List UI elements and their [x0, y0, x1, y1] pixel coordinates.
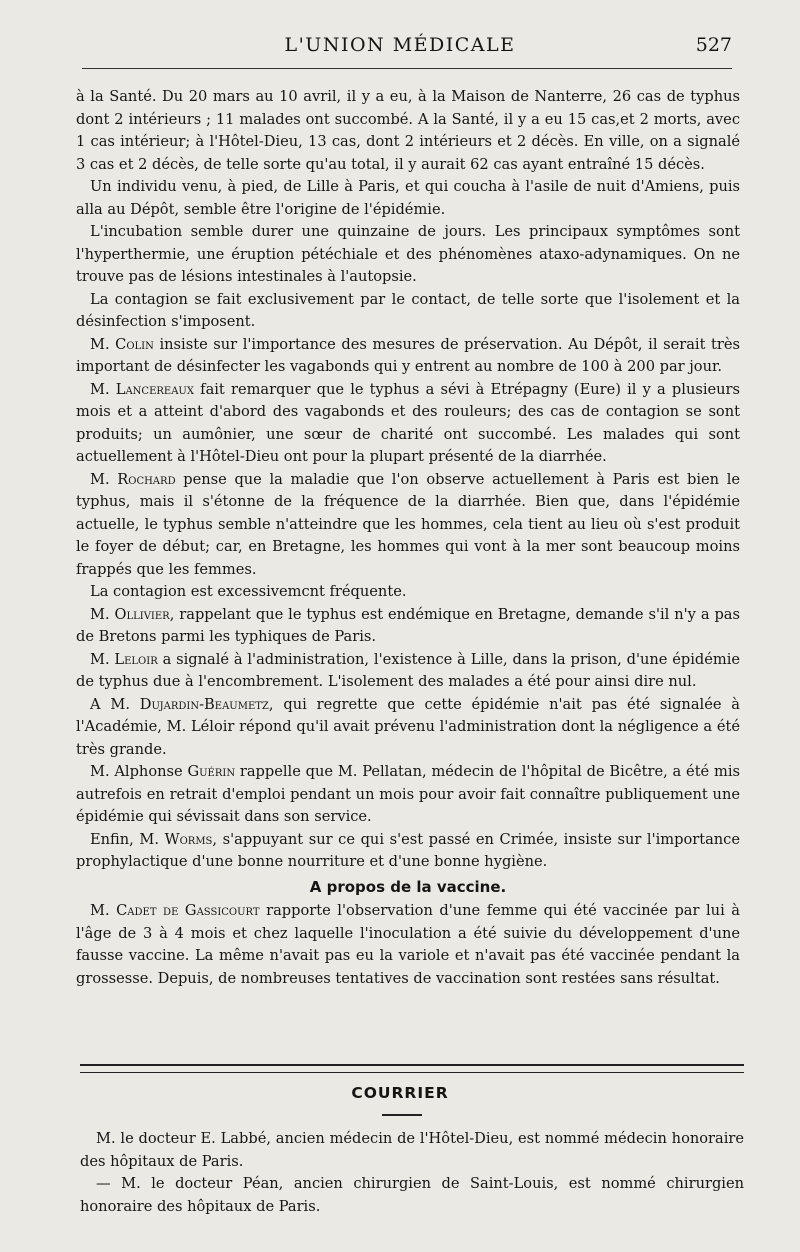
- header-rule: [82, 68, 732, 69]
- paragraph: [76, 379, 740, 469]
- paragraph-text: , rappelant que le typhus est endémique en Bretagne, demande s'il n'y a pas de Bretons parmi les typhiques de Paris.: [76, 605, 740, 645]
- paragraph-text: L'incubation semble durer une quinzaine de jours. Les principaux symptômes sont l'hyperthermie, une éruption pétéchiale et des phénomènes ataxo-adynamiques. On ne trouve pas de lésions intestinales à l'autopsie.: [76, 223, 740, 285]
- journal-title: L'UNION MÉDICALE: [284, 34, 516, 56]
- section-heading-vaccine: A propos de la vaccine.: [309, 877, 507, 896]
- speaker-name: Worms: [164, 830, 213, 848]
- paragraph-prefix: A: [90, 695, 111, 713]
- paragraph-text: insiste sur l'importance des mesures de préservation. Au Dépôt, il serait très important de désinfecter les vagabonds qui y entrent au nombre de 100 à 200 par jour.: [76, 335, 740, 375]
- paragraph: [76, 469, 740, 582]
- paragraph: [76, 761, 740, 829]
- speaker-name: M. Colin: [90, 335, 154, 353]
- speaker-name: M. Ollivier: [90, 605, 170, 623]
- speaker-name: M. Dujardin-Beaumetz: [110, 695, 269, 713]
- page-number: 527: [695, 34, 732, 56]
- speaker-name: M. Cadet de Gassicourt: [90, 902, 260, 919]
- paragraph: [76, 829, 740, 874]
- paragraph-text: La contagion est excessivemcnt fréquente.: [90, 583, 407, 600]
- paragraph: [76, 581, 740, 604]
- paragraph: [76, 176, 740, 221]
- courrier-heading: COURRIER: [351, 1084, 449, 1102]
- speaker-name: M. Rochard: [90, 470, 176, 488]
- courrier-rule: [382, 1114, 422, 1116]
- paragraph-text: rappelle que M. Pellatan, médecin de l'hôpital de Bicêtre, a été mis autrefois en retrait d'emploi pendant un mois pour avoir fait connaître publiquement une épidémie qui sévissait dans son service.: [76, 763, 740, 825]
- speaker-name: Guérin: [187, 763, 236, 780]
- paragraph: [76, 604, 740, 649]
- article-body: [76, 86, 740, 990]
- paragraph-text: , s'appuyant sur ce qui s'est passé en Crimée, insiste sur l'importance prophylactique d'une bonne nourriture et d'une bonne hygiène.: [76, 830, 740, 870]
- paragraph-text: pense que la maladie que l'on observe actuellement à Paris est bien le typhus, mais il s'étonne de la fréquence de la diarrhée. Bien que, dans l'épidémie actuelle, le typhus semble n'atteindre que les hommes, cela tient au lieu où s'est produit le foyer de début; car, en Bretagne, les hommes qui vont à la mer sont beaucoup moins frappés que les femmes.: [76, 470, 740, 578]
- paragraph: [76, 289, 740, 334]
- paragraph: [76, 221, 740, 289]
- paragraph-text: , qui regrette que cette épidémie n'ait pas été signalée à l'Académie, M. Léloir répond qu'il avait prévenu l'administration dont la négligence a été très grande.: [76, 695, 740, 758]
- paragraph: [76, 86, 740, 176]
- paragraph: [76, 694, 740, 762]
- paragraph-text: a signalé à l'administration, l'existence à Lille, dans la prison, d'une épidémie de typhus due à l'encombrement. L'isolement des malades a été pour ainsi dire nul.: [76, 650, 741, 690]
- speaker-name: M. Lancereaux: [90, 380, 194, 398]
- paragraph-text: fait remarquer que le typhus a sévi à Etrépagny (Eure) il y a plusieurs mois et a atteint d'abord des vagabonds et des rouleurs; des cas de contagion se sont produits; un aumônier, une sœur de charité ont succombé. Les malades qui sont actuellement à l'Hôtel-Dieu ont pour la plupart présenté de la diarrhée.: [76, 380, 741, 465]
- paragraph: [76, 649, 740, 694]
- speaker-name: M. Leloir: [90, 650, 158, 668]
- paragraph-text: La contagion se fait exclusivement par le contact, de telle sorte que l'isolement et la désinfection s'imposent.: [76, 290, 740, 330]
- paragraph: [76, 900, 740, 990]
- paragraph-text: rapporte l'observation d'une femme qui été vaccinée par lui à l'âge de 3 à 4 mois et chez laquelle l'inoculation a été suivie du développement d'une fausse vaccine. La même n'avait pas eu la variole et n'avait pas été vaccinée pendant la grossesse. Depuis, de nombreuses tentatives de vaccination sont restées sans résultat.: [76, 902, 740, 987]
- running-header: [0, 34, 800, 60]
- paragraph-text: à la Santé. Du 20 mars au 10 avril, il y a eu, à la Maison de Nanterre, 26 cas de typhus dont 2 intérieurs ; 11 malades ont succombé. A la Santé, il y a eu 15 cas,et 2 morts, avec 1 cas intérieur; à l'Hôtel-Dieu, 13 cas, dont 2 intérieurs et 2 décès. En ville, on a signalé 3 cas et 2 décès, de telle sorte qu'au total, il y aurait 62 cas ayant entraîné 15 décès.: [76, 88, 740, 173]
- paragraph-prefix: Enfin, M.: [90, 830, 165, 848]
- paragraph-prefix: M. Alphonse: [90, 763, 188, 780]
- section-divider: [80, 1064, 744, 1073]
- paragraph: — M. le docteur Péan, ancien chirurgien de Saint-Louis, est nommé chirurgien honoraire des hôpitaux de Paris.: [80, 1175, 744, 1215]
- paragraph-text: Un individu venu, à pied, de Lille à Paris, et qui coucha à l'asile de nuit d'Amiens, puis alla au Dépôt, semble être l'origine de l'épidémie.: [76, 178, 740, 218]
- paragraph: [76, 334, 740, 379]
- paragraph: M. le docteur E. Labbé, ancien médecin de l'Hôtel-Dieu, est nommé médecin honoraire des hôpitaux de Paris.: [80, 1130, 744, 1170]
- courrier-body: [80, 1128, 744, 1218]
